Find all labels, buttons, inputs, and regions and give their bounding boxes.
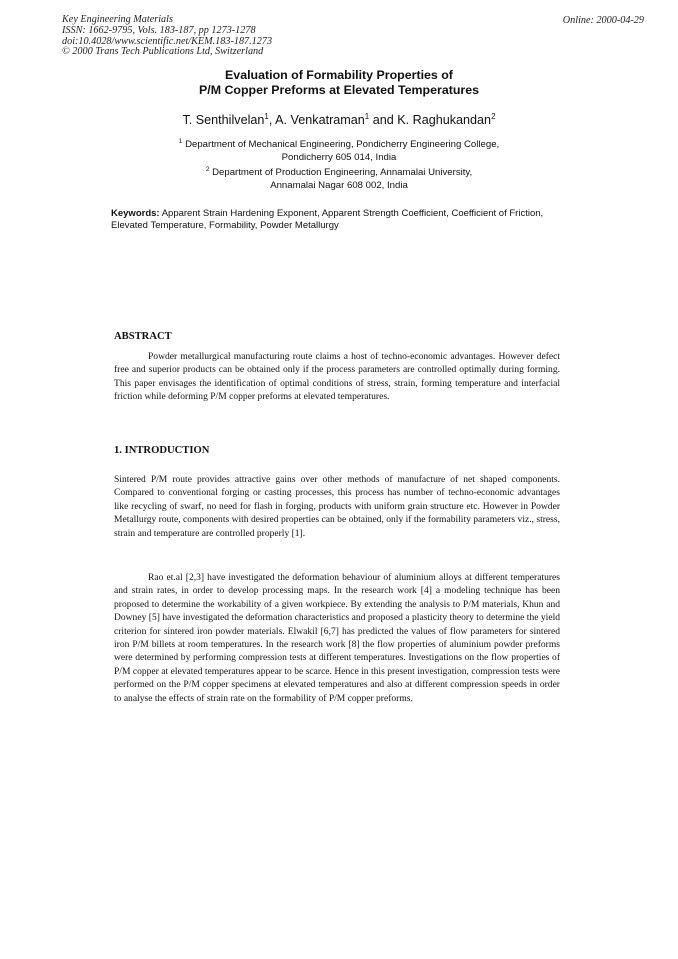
online-date: Online: 2000-04-29 <box>562 15 644 26</box>
affiliation-mark: 1 <box>178 138 183 145</box>
copyright-line: © 2000 Trans Tech Publications Ltd, Switzerland <box>62 46 264 58</box>
affiliation-line: Department of Production Engineering, Annamalai University, <box>209 167 473 179</box>
title-line-2: P/M Copper Preforms at Elevated Temperatures <box>198 83 480 97</box>
affiliation-line: Annamalai Nagar 608 002, India <box>270 179 408 191</box>
author-separator: and <box>369 113 398 128</box>
keywords-label: Keywords: <box>111 208 160 219</box>
affiliation-mark: 2 <box>205 166 210 173</box>
keywords-text: Apparent Strain Hardening Exponent, Apparent Strength Coefficient, Coefficient of Friction, Elevated Temperature, Formability, Powder Metallurgy <box>111 208 544 232</box>
journal-metadata <box>62 15 272 58</box>
author-2: A. Venkatraman <box>275 113 365 128</box>
introduction-paragraph-2-text: Rao et.al [2,3] have investigated the deformation behaviour of aluminium alloys at different temperatures and strain rates, in order to develop processing maps. In the research work [4] a modeling technique has been proposed to determine the workability of a given workpiece. By extending the analysis to P/M materials, Khun and Downey [5] have investigated the deformation characteristics and proposed a plasticity theory to determine the yield criterion for sintered iron powder materials. Elwakil [6,7] has predicted the values of flow parameters for sintered iron P/M billets at room temperatures. In the research work [8] the flow properties of aluminium powder preforms were determined by performing compression tests at different temperatures. Investigations on the flow properties of P/M copper at elevated temperatures appear to be scarce. Hence in this present investigation, compression tests were performed on the P/M copper specimens at elevated temperatures and also at different compression speeds in order to analyse the effects of strain rate on the formability of P/M copper preforms. <box>114 572 560 704</box>
abstract-body <box>114 350 560 404</box>
introduction-heading: 1. INTRODUCTION <box>114 445 210 456</box>
abstract-text: Powder metallurgical manufacturing route claims a host of techno-economic advantages. However defect free and superior products can be obtained only if the process parameters are controlled optimally during forming. This paper envisages the identification of optimal conditions of stress, strain, forming temperature and interfacial friction while deforming P/M copper preforms at elevated temperatures. <box>114 351 560 403</box>
affiliation-1 <box>0 136 678 164</box>
abstract-heading: ABSTRACT <box>114 331 172 342</box>
author-3: K. Raghukandan <box>397 113 492 128</box>
author-list <box>0 112 678 127</box>
author-3-affil-mark: 2 <box>491 112 496 121</box>
doi-line: doi:10.4028/www.scientific.net/KEM.183-187.1273 <box>62 35 273 47</box>
author-2-affil-mark: 1 <box>364 112 370 121</box>
author-separator: , <box>268 113 276 128</box>
introduction-paragraph-2 <box>114 571 560 705</box>
issn-line: ISSN: 1662-9795, Vols. 183-187, pp 1273-1278 <box>62 24 256 36</box>
affiliation-2 <box>0 164 678 192</box>
keywords <box>111 208 551 233</box>
affiliation-line: Department of Mechanical Engineering, Pondicherry Engineering College, <box>182 139 500 151</box>
journal-name: Key Engineering Materials <box>62 14 173 25</box>
introduction-paragraph-1: Sintered P/M route provides attractive gains over other methods of manufacture of net shaped components. Compared to conventional forging or casting processes, this process has number of techno-economic advantages like recycling of swarf, no need for flash in forging, products with uniform grain structure etc. However in Powder Metallurgy route, components with desired properties can be obtained, only if the formability parameters viz., stress, strain and temperature are controlled properly [1]. <box>114 474 560 539</box>
author-1: T. Senthilvelan <box>182 113 265 128</box>
author-1-affil-mark: 1 <box>264 112 269 121</box>
title-line-1: Evaluation of Formability Properties of <box>225 68 453 82</box>
affiliation-line: Pondicherry 605 014, India <box>281 151 397 163</box>
paper-title <box>0 68 678 98</box>
